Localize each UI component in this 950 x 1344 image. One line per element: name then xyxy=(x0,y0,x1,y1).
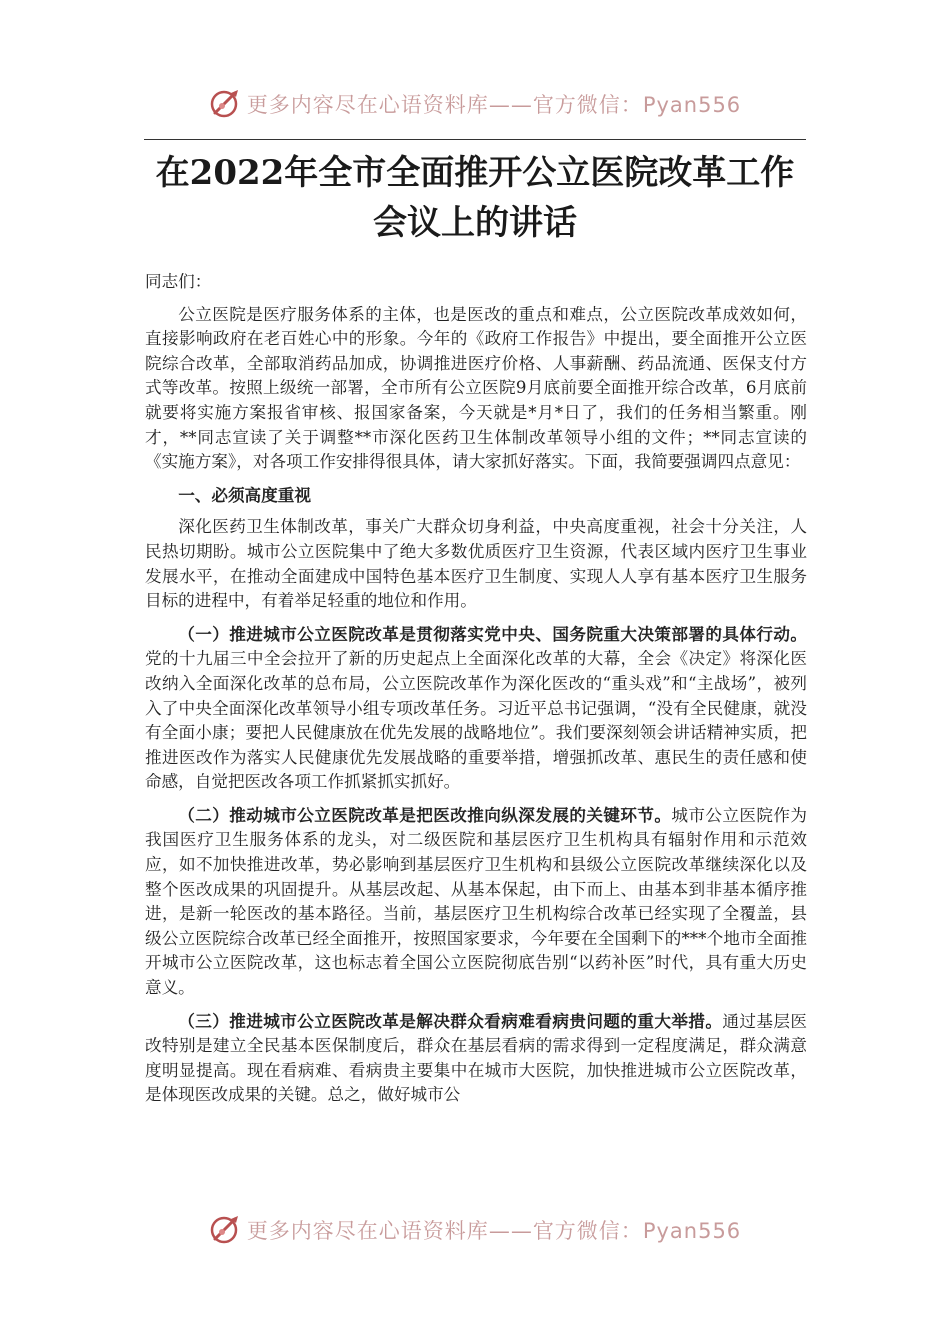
salutation: 同志们： xyxy=(145,272,212,291)
intro-paragraph: 公立医院是医疗服务体系的主体，也是医改的重点和难点，公立医院改革成效如何，直接影响政府在老百姓心中的形象。今年的《政府工作报告》中提出，要全面推开公立医院综合改革，全部取消药品加成，协调推进医疗价格、人事薪酬、药品流通、医保支付方式等改革。按照上级统一部署，全市所有公立医院9月底前要全面推开综合改革，6月底前就要将实施方案报省审核、报国家备案，今天就是*月*日了，我们的任务相当繁重。刚才，**同志宣读了关于调整**市深化医药卫生体制改革领导小组的文件；**同志宣读的《实施方案》，对各项工作安排得很具体，请大家抓好落实。下面，我简要强调四点意见： xyxy=(145,304,807,472)
point-3-paragraph xyxy=(145,1009,807,1108)
pen-logo-icon xyxy=(209,87,243,121)
point-1-paragraph xyxy=(145,622,807,795)
banner-text xyxy=(247,1215,741,1245)
header-divider xyxy=(144,139,806,140)
section-1-paragraph: 深化医药卫生体制改革，事关广大群众切身利益，中央高度重视，社会十分关注，人民热切期盼。城市公立医院集中了绝大多数优质医疗卫生资源，代表区域内医疗卫生事业发展水平，在推动全面建成中国特色基本医疗卫生制度、实现人人享有基本医疗卫生服务目标的进程中，有着举足轻重的地位和作用。 xyxy=(145,517,807,611)
document-body xyxy=(145,270,807,1108)
banner-wechat-id: Pyan556 xyxy=(642,1219,742,1243)
banner-text xyxy=(247,89,741,119)
header-banner xyxy=(0,84,950,124)
banner-wechat-label: 官方微信： xyxy=(532,1219,643,1243)
banner-site-name: 更多内容尽在心语资料库 xyxy=(246,1219,489,1243)
point-2-paragraph xyxy=(145,803,807,1001)
point-3-body: 通过基层医改特别是建立全民基本医保制度后，群众在基层看病的需求得到一定程度满足，群众满意度明显提高。现在看病难、看病贵主要集中在城市大医院，加快推进城市公立医院改革，是体现医改成果的关键。总之，做好城市公 xyxy=(145,1011,808,1105)
banner-dash: —— xyxy=(488,1219,533,1243)
point-2-lead: （二）推动城市公立医院改革是把医改推向纵深发展的关键环节。 xyxy=(178,804,672,825)
point-3-lead: （三）推进城市公立医院改革是解决群众看病难看病贵问题的重大举措。 xyxy=(178,1010,723,1031)
point-1-body: 党的十九届三中全会拉开了新的历史起点上全面深化改革的大幕，全会《决定》将深化医改纳入全面深化改革的总布局，公立医院改革作为深化医改的“重头戏”和“主战场”，被列入了中央全面深化改革领导小组专项改革任务。习近平总书记强调，“没有全民健康，就没有全面小康；要把人民健康放在优先发展的战略地位”。我们要深刻领会讲话精神实质，把推进医改作为落实人民健康优先发展战略的重要举措，增强抓改革、惠民生的责任感和使命感，自觉把医改各项工作抓紧抓实抓好。 xyxy=(145,649,807,792)
title-line-1: 在2022年全市全面推开公立医院改革工作 xyxy=(155,153,795,193)
point-2-body: 城市公立医院作为我国医疗卫生服务体系的龙头，对二级医院和基层医疗卫生机构具有辐射作用和示范效应，如不加快推进改革，势必影响到基层医疗卫生机构和县级公立医院改革继续深化以及整个医改成果的巩固提升。从基层改起、从基本保起，由下而上、由基本到非基本循序推进，是新一轮医改的基本路径。当前，基层医疗卫生机构综合改革已经实现了全覆盖，县级公立医院综合改革已经全面推开，按照国家要求，今年要在全国剩下的***个地市全面推开城市公立医院改革，这也标志着全国公立医院彻底告别“以药补医”时代，具有重大历史意义。 xyxy=(145,805,808,998)
banner-wechat-id: Pyan556 xyxy=(642,93,742,117)
section-1-heading: 一、必须高度重视 xyxy=(178,484,311,505)
footer-banner xyxy=(0,1210,950,1250)
banner-dash: —— xyxy=(488,93,533,117)
banner-wechat-label: 官方微信： xyxy=(532,93,643,117)
banner-site-name: 更多内容尽在心语资料库 xyxy=(246,93,489,117)
document-title xyxy=(120,148,830,248)
point-1-lead: （一）推进城市公立医院改革是贯彻落实党中央、国务院重大决策部署的具体行动。 xyxy=(178,623,807,644)
pen-logo-icon xyxy=(209,1213,243,1247)
title-line-2: 会议上的讲话 xyxy=(373,203,577,243)
